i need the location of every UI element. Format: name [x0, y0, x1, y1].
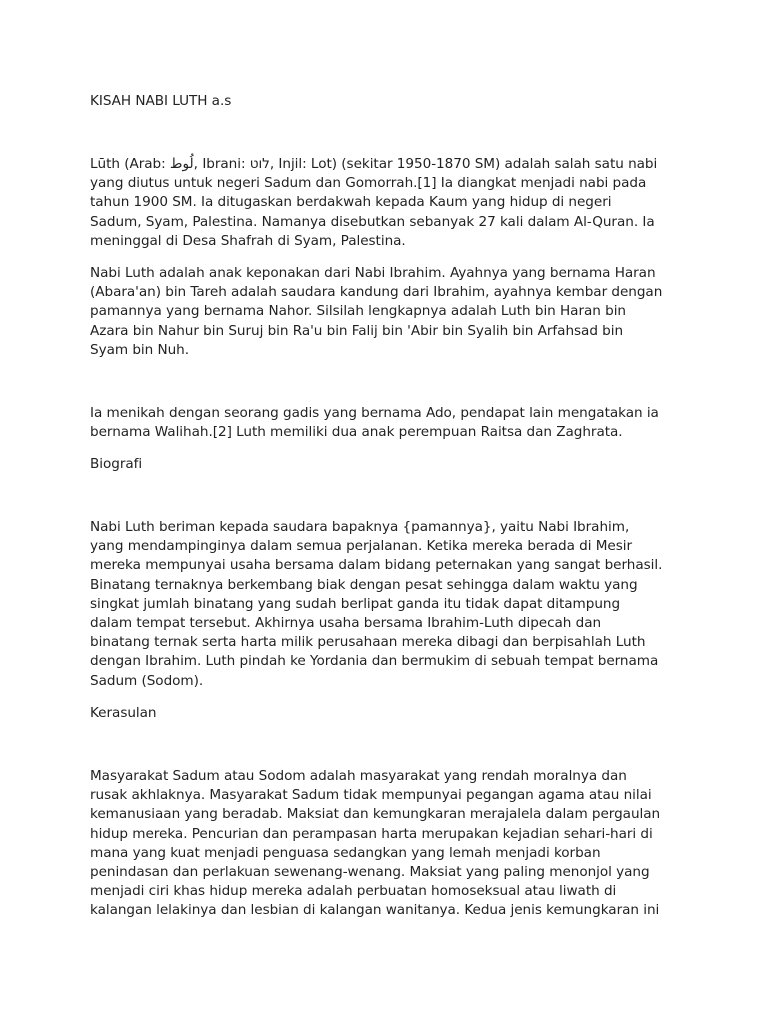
text-line: (Abara'an) bin Tareh adalah saudara kandung dari Ibrahim, ayahnya kembar dengan	[90, 284, 663, 301]
text-line: mereka mempunyai usaha bersama dalam bidang peternakan yang sangat berhasil.	[90, 557, 663, 574]
text-line: Ia menikah dengan seorang gadis yang bernama Ado, pendapat lain mengatakan ia	[90, 405, 659, 421]
paragraph-lineage	[90, 264, 690, 360]
paragraph-biografi	[90, 518, 690, 691]
paragraph-intro	[90, 155, 690, 251]
paragraph-kerasulan	[90, 767, 690, 921]
text-line: kalangan lelakinya dan lesbian di kalangan wanitanya. Kedua jenis kemungkaran ini	[90, 902, 660, 919]
text-line: bernama Walihah.[2] Luth memiliki dua anak perempuan Raitsa dan Zaghrata.	[90, 424, 623, 441]
text-line: kemanusiaan yang beradab. Maksiat dan kemungkaran merajalela dalam pergaulan	[90, 806, 661, 823]
text-line: Syam bin Nuh.	[90, 341, 189, 358]
text-line: tahun 1900 SM. Ia ditugaskan berdakwah kepada Kaum yang hidup di negeri	[90, 194, 612, 211]
title-line: KISAH NABI LUTH a.s	[90, 93, 232, 109]
text-line: meninggal di Desa Shafrah di Syam, Palestina.	[90, 232, 406, 249]
text-line: rusak akhlaknya. Masyarakat Sadum tidak mempunyai pegangan agama atau nilai	[90, 787, 652, 804]
text-line: Kerasulan	[90, 705, 157, 721]
text-line: Lūth (Arab: لُوط, Ibrani: לוט, Injil: Lot) (sekitar 1950-1870 SM) adalah salah satu nabi	[90, 156, 658, 172]
text-line: Binatang ternaknya berkembang biak dengan pesat sehingga dalam waktu yang	[90, 576, 638, 593]
paragraph-marriage	[90, 404, 690, 442]
text-line: yang mendampinginya dalam semua perjalanan. Ketika mereka berada di Mesir	[90, 538, 633, 555]
text-line: singkat jumlah binatang yang sudah berlipat ganda itu tidak dapat ditampung	[90, 595, 621, 612]
heading-biografi	[90, 455, 690, 474]
text-line: Sadum (Sodom).	[90, 672, 204, 689]
text-line: pamannya yang bernama Nahor. Silsilah lengkapnya adalah Luth bin Haran bin	[90, 303, 626, 320]
text-line: Biografi	[90, 456, 143, 472]
text-line: yang diutus untuk negeri Sadum dan Gomorrah.[1] Ia diangkat menjadi nabi pada	[90, 175, 647, 192]
text-line: menjadi ciri khas hidup mereka adalah perbuatan homoseksual atau liwath di	[90, 883, 617, 900]
text-line: Masyarakat Sadum atau Sodom adalah masyarakat yang rendah moralnya dan	[90, 768, 627, 784]
text-line: Nabi Luth adalah anak keponakan dari Nabi Ibrahim. Ayahnya yang bernama Haran	[90, 265, 656, 281]
text-line: Sadum, Syam, Palestina. Namanya disebutkan sebanyak 27 kali dalam Al-Quran. Ia	[90, 213, 655, 230]
document-title	[90, 92, 690, 111]
text-line: dalam tempat tersebut. Akhirnya usaha bersama Ibrahim-Luth dipecah dan	[90, 614, 602, 631]
text-line: dengan Ibrahim. Luth pindah ke Yordania dan bermukim di sebuah tempat bernama	[90, 653, 659, 670]
text-line: Azara bin Nahur bin Suruj bin Ra'u bin Falij bin 'Abir bin Syalih bin Arfahsad bin	[90, 322, 624, 339]
text-line: penindasan dan perlakuan sewenang-wenang. Maksiat yang paling menonjol yang	[90, 863, 650, 880]
text-line: binatang ternak serta harta milik perusahaan mereka dibagi dan berpisahlah Luth	[90, 634, 646, 651]
text-line: hidup mereka. Pencurian dan perampasan harta merupakan kejadian sehari-hari di	[90, 825, 653, 842]
text-line: Nabi Luth beriman kepada saudara bapaknya {pamannya}, yaitu Nabi Ibrahim,	[90, 519, 630, 535]
heading-kerasulan	[90, 704, 690, 723]
text-line: mana yang kuat menjadi penguasa sedangkan yang lemah menjadi korban	[90, 844, 601, 861]
